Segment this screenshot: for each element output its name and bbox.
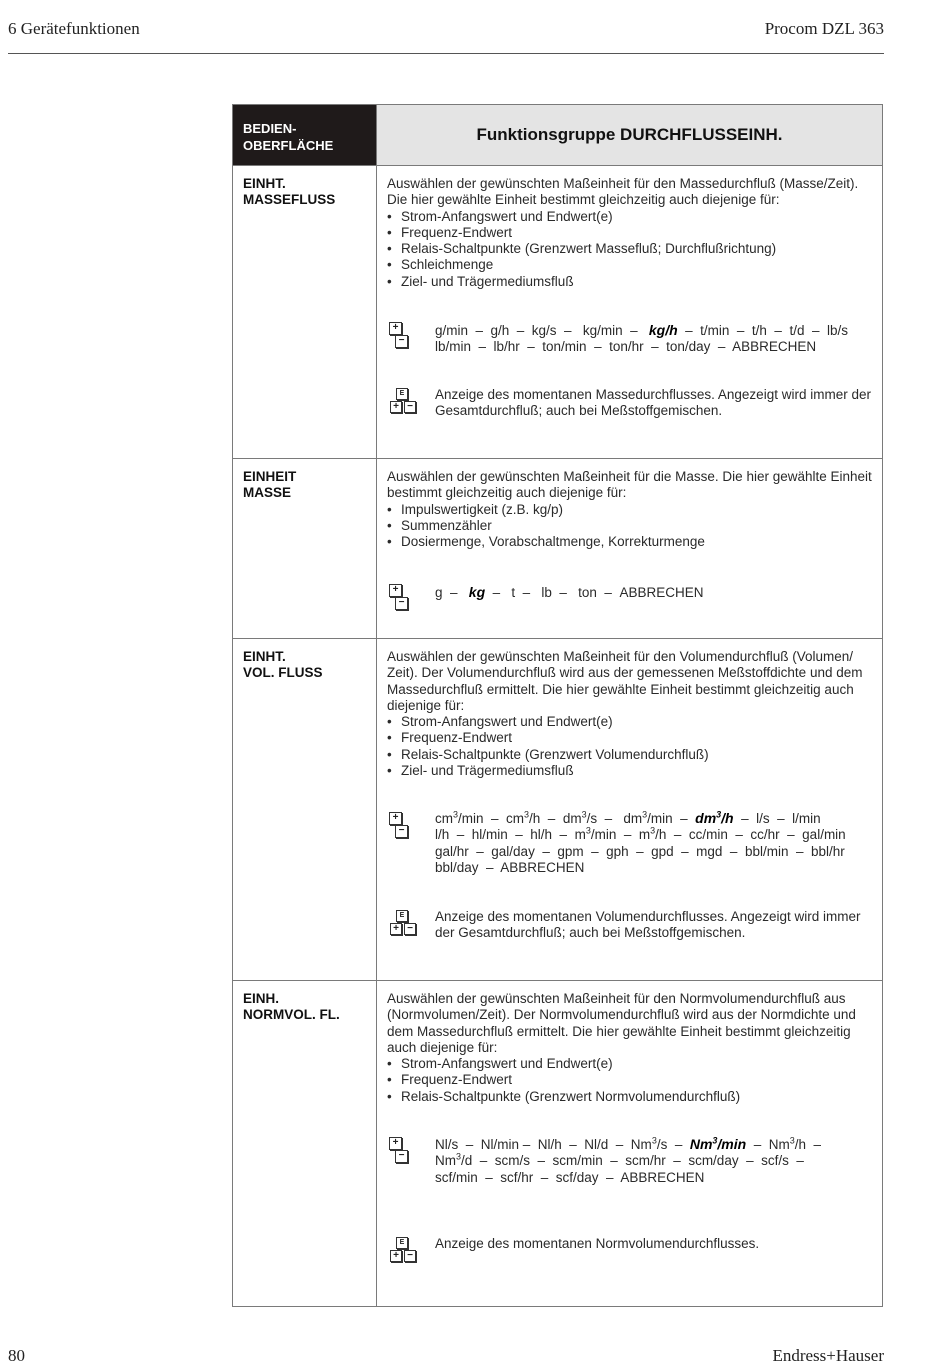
header-rule (8, 53, 884, 54)
bullet-item: • Relais-Schaltpunkte (Grenzwert Massefluß; Durchflußrichtung) (387, 241, 877, 257)
plus-minus-keys-icon: + − (389, 812, 409, 842)
bullet-item: • Summenzähler (387, 518, 877, 534)
column-divider (376, 105, 377, 1306)
bullet-item: • Frequenz-Endwert (387, 730, 877, 746)
unit-options: g – kg – t – lb – ton – ABBRECHEN (435, 584, 704, 600)
row-description-normvol (387, 991, 877, 1105)
row-divider (233, 458, 882, 459)
enter-plus-minus-keys-icon: E + − (389, 388, 421, 414)
corner-label: BEDIEN- OBERFLÄCHE (233, 105, 376, 165)
display-note: Anzeige des momentanen Volumendurchflusses. Angezeigt wird immer der Gesamtdurchfluß; auch bei Meßstoffgemischen. (435, 909, 861, 941)
brand-name: Endress+Hauser (772, 1346, 884, 1365)
display-note: Anzeige des momentanen Massedurchflusses. Angezeigt wird immer der Gesamtdurchfluß; auch bei Meßstoffgemischen. (435, 387, 871, 419)
bullet-item: • Strom-Anfangswert und Endwert(e) (387, 209, 877, 225)
bullet-item: • Relais-Schaltpunkte (Grenzwert Volumendurchfluß) (387, 747, 877, 763)
row-label-massefluss: EINHT. MASSEFLUSS (243, 176, 336, 207)
plus-minus-keys-icon: + − (389, 584, 409, 614)
plus-minus-keys-icon: + − (389, 1137, 409, 1167)
bullet-list (387, 209, 877, 290)
bullet-item: • Strom-Anfangswert und Endwert(e) (387, 714, 877, 730)
row-description-vol-fluss (387, 649, 877, 779)
row-label-normvol: EINH. NORMVOL. FL. (243, 991, 340, 1022)
function-group-title: Funktionsgruppe DURCHFLUSSEINH. (377, 105, 882, 165)
unit-options: Nl/s – Nl/min – Nl/h – Nl/d – Nm$^3$/s – Nm$^3$/min – Nm$^3$/h – Nm$^3$/d – scm/s – scm/min – scm/hr – scm/day – scf/s – scf/min – scf/hr – scf/day – ABBRECHEN (435, 1135, 822, 1185)
row-description-masse (387, 469, 877, 550)
description-text: Auswählen der gewünschten Maßeinheit für die Masse. Die hier gewählte Einheit bestimmt gleichzeitig auch diejenige für: (387, 469, 872, 501)
row-divider (233, 980, 882, 981)
description-text: Auswählen der gewünschten Maßeinheit für den Volumendurchfluß (Volumen/ Zeit). Der Volumendurchfluß wird aus der gemessenen Meßstoffdichte und dem Massedurchfluß ermittelt. Die hier gewählte Einheit bestimmt gleichzeitig auch diejenige für: (387, 649, 863, 713)
bullet-item: • Relais-Schaltpunkte (Grenzwert Normvolumendurchfluß) (387, 1089, 877, 1105)
bullet-item: • Frequenz-Endwert (387, 1072, 877, 1088)
bullet-item: • Strom-Anfangswert und Endwert(e) (387, 1056, 877, 1072)
row-divider (233, 638, 882, 639)
bullet-item: • Dosiermenge, Vorabschaltmenge, Korrekturmenge (387, 534, 877, 550)
function-table (232, 104, 883, 1307)
page-number: 80 (8, 1346, 25, 1365)
row-label-masse: EINHEIT MASSE (243, 469, 297, 500)
bullet-list (387, 714, 877, 779)
display-note: Anzeige des momentanen Normvolumendurchflusses. (435, 1236, 760, 1251)
row-description-massefluss (387, 176, 877, 290)
page-header-chapter: 6 Gerätefunktionen (8, 19, 140, 38)
page-header-product: Procom DZL 363 (764, 19, 884, 38)
bullet-item: • Schleichmenge (387, 257, 877, 273)
row-label-vol-fluss: EINHT. VOL. FLUSS (243, 649, 323, 680)
plus-minus-keys-icon: + − (389, 322, 409, 352)
bullet-list (387, 1056, 877, 1105)
description-text: Auswählen der gewünschten Maßeinheit für den Normvolumendurchfluß aus (Normvolumen/Zeit). Der Normvolumendurchfluß wird aus der Normdichte und dem Massedurchfluß ermittelt. Die hier gewählte Einheit bestimmt gleichzeitig auch diejenige für: (387, 991, 856, 1055)
enter-plus-minus-keys-icon: E + − (389, 1237, 421, 1263)
description-text: Auswählen der gewünschten Maßeinheit für den Massedurchfluß (Masse/Zeit). Die hier gewählte Einheit bestimmt gleichzeitig auch diejenige für: (387, 176, 859, 208)
bullet-item: • Impulswertigkeit (z.B. kg/p) (387, 502, 877, 518)
bullet-list (387, 502, 877, 551)
bullet-item: • Ziel- und Trägermediumsfluß (387, 274, 877, 290)
row-divider (233, 165, 882, 166)
bullet-item: • Ziel- und Trägermediumsfluß (387, 763, 877, 779)
unit-options: g/min – g/h – kg/s – kg/min – kg/h – t/min – t/h – t/d – lb/s lb/min – lb/hr – ton/min – ton/hr – ton/day – ABBRECHEN (435, 322, 848, 355)
bullet-item: • Frequenz-Endwert (387, 225, 877, 241)
unit-options: $cm^3/\min - cm^3/h - dm^3/s - dm^3/\min - dm^3/h - l/s - l/\min$ $l/h - hl/\min - hl/h - m^3/\min - m^3/h - cc/\min - cc/hr - gal/\min$ gal/hr – gal/day – gpm – gph – gpd – mgd – bbl/min – bbl/hr bbl/day – ABBRECHEN (435, 809, 846, 876)
enter-plus-minus-keys-icon: E + − (389, 910, 421, 936)
